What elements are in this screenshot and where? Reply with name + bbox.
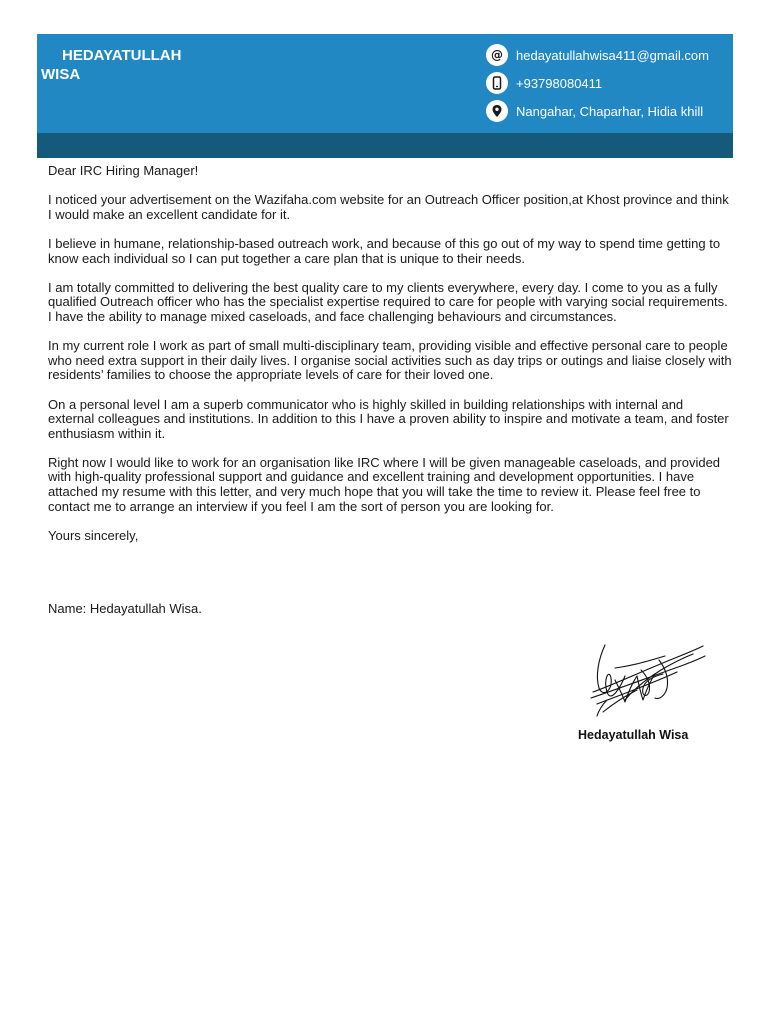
- salutation: Dear IRC Hiring Manager!: [48, 163, 199, 178]
- paragraph-2: I believe in humane, relationship-based outreach work, and because of this go out of my way to spend time getting to know each individual so I can put together a care plan that is unique to their needs.: [48, 235, 721, 266]
- signature-name: Hedayatullah Wisa: [578, 728, 689, 742]
- contact-address: [486, 100, 730, 122]
- at-icon: [486, 44, 508, 66]
- paragraph-1: I noticed your advertisement on the Wazifaha.com website for an Outreach Officer position,at Khost province and think I would make an excellent candidate for it.: [48, 192, 729, 222]
- handwritten-signature: [585, 640, 710, 725]
- name-line: Name: Hedayatullah Wisa.: [48, 600, 202, 616]
- spacer: [48, 558, 732, 602]
- paragraph-3: I am totally committed to delivering the best quality care to my clients everywhere, every day. I come to you as a fully qualified Outreach officer who has the specialist expertise required to care for people with varying social requirements. I have the ability to manage mixed caseloads, and face challenging behaviours and circumstances.: [48, 279, 728, 324]
- location-pin-icon: [486, 100, 508, 122]
- email-text: hedayatullahwisa411@gmail.com: [516, 47, 709, 63]
- paragraph-6: Right now I would like to work for an organisation like IRC where I will be given manageable caseloads, and provided with high-quality professional support and guidance and excellent training and development opportunities. I have attached my resume with this letter, and very much hope that you will take the time to review it. Please feel free to contact me to arrange an interview if you feel I am the sort of person you are looking for.: [48, 454, 721, 514]
- header-band: [37, 133, 733, 158]
- svg-text:@: @: [491, 48, 503, 62]
- contact-email[interactable]: [486, 44, 730, 66]
- phone-icon: [486, 72, 508, 94]
- paragraph-4: In my current role I work as part of small multi-disciplinary team, providing visible and effective personal care to people who need extra support in their daily lives. I organise social activities such as day trips or outings and liaise closely with residents’ families to choose the appropriate levels of care for their loved one.: [48, 338, 732, 383]
- phone-text: +93798080411: [516, 75, 603, 91]
- letter-body: [48, 164, 732, 631]
- applicant-name: [41, 46, 241, 84]
- contact-phone[interactable]: [486, 72, 730, 94]
- address-text: Nangahar, Chaparhar, Hidia khill: [516, 103, 704, 119]
- last-name: WISA: [41, 66, 81, 83]
- paragraph-5: On a personal level I am a superb communicator who is highly skilled in building relationships with internal and external colleagues and institutions. In addition to this I have a proven ability to inspire and motivate a team, and foster enthusiasm within it.: [48, 396, 729, 441]
- closing: Yours sincerely,: [48, 527, 139, 543]
- first-name: HEDAYATULLAH: [62, 47, 182, 64]
